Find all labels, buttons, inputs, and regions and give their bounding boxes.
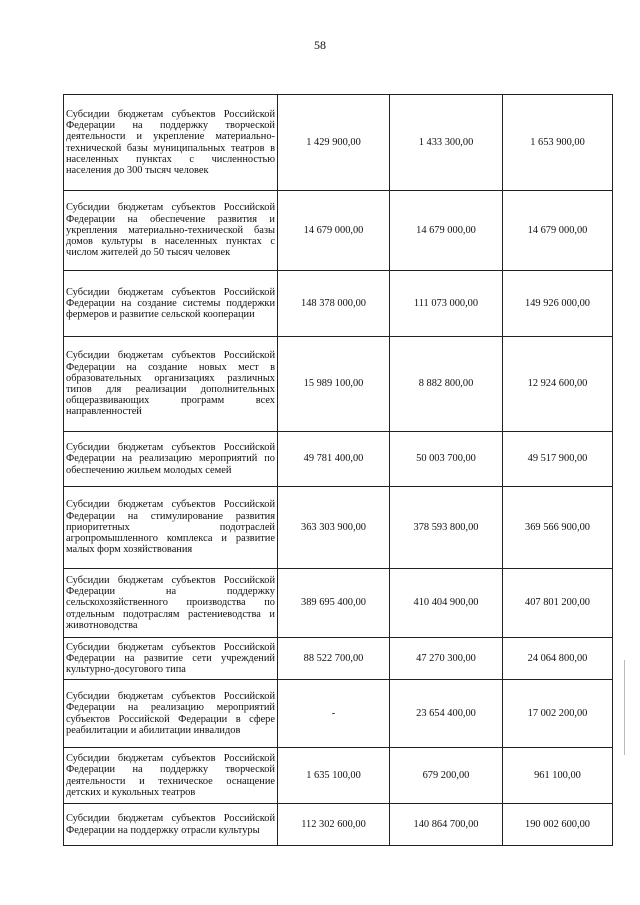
row-value-1: 363 303 900,00: [278, 487, 390, 569]
row-value-1: 15 989 100,00: [278, 337, 390, 432]
table-row: [64, 748, 613, 804]
subsidies-table: [63, 94, 613, 846]
row-value-1: 1 429 900,00: [278, 95, 390, 191]
row-value-3: 14 679 000,00: [503, 191, 613, 271]
row-value-2: 23 654 400,00: [390, 680, 503, 748]
row-description: Субсидии бюджетам субъектов Российской Федерации на реализацию мероприятий субъектов Российской Федерации в сфере реабилитации и абилитации инвалидов: [64, 680, 278, 748]
row-value-3: 369 566 900,00: [503, 487, 613, 569]
row-value-3: 1 653 900,00: [503, 95, 613, 191]
row-description: Субсидии бюджетам субъектов Российской Федерации на поддержку творческой деятельности и укрепление материально-технической базы муниципальных театров в населенных пунктах с численностью населения до 300 тысяч человек: [64, 95, 278, 191]
row-value-1: 88 522 700,00: [278, 638, 390, 680]
row-value-1: 112 302 600,00: [278, 804, 390, 846]
row-description: Субсидии бюджетам субъектов Российской Федерации на развитие сети учреждений культурно-досугового типа: [64, 638, 278, 680]
scan-edge-mark: [624, 660, 625, 755]
table-row: [64, 680, 613, 748]
row-value-2: 679 200,00: [390, 748, 503, 804]
table-row: [64, 487, 613, 569]
row-value-2: 14 679 000,00: [390, 191, 503, 271]
row-value-2: 378 593 800,00: [390, 487, 503, 569]
table-row: [64, 271, 613, 337]
row-description: Субсидии бюджетам субъектов Российской Федерации на поддержку сельскохозяйственного производства по отдельным подотраслям растениеводства и животноводства: [64, 569, 278, 638]
row-value-1: 148 378 000,00: [278, 271, 390, 337]
table-row: [64, 638, 613, 680]
table-row: [64, 337, 613, 432]
row-value-1: 1 635 100,00: [278, 748, 390, 804]
row-description: Субсидии бюджетам субъектов Российской Федерации на поддержку отрасли культуры: [64, 804, 278, 846]
row-description: Субсидии бюджетам субъектов Российской Федерации на реализацию мероприятий по обеспечению жильем молодых семей: [64, 432, 278, 487]
row-value-2: 8 882 800,00: [390, 337, 503, 432]
row-value-2: 1 433 300,00: [390, 95, 503, 191]
table-row: [64, 804, 613, 846]
table-row: [64, 569, 613, 638]
row-value-1: 14 679 000,00: [278, 191, 390, 271]
row-value-2: 47 270 300,00: [390, 638, 503, 680]
row-value-3: 49 517 900,00: [503, 432, 613, 487]
row-description: Субсидии бюджетам субъектов Российской Федерации на создание новых мест в образовательных организациях различных типов для реализации дополнительных общеразвивающих программ всех направленностей: [64, 337, 278, 432]
row-value-3: 24 064 800,00: [503, 638, 613, 680]
row-description: Субсидии бюджетам субъектов Российской Федерации на обеспечение развития и укрепления материально-технической базы домов культуры в населенных пунктах с числом жителей до 50 тысяч человек: [64, 191, 278, 271]
page-number: 58: [314, 38, 326, 52]
table-row: [64, 95, 613, 191]
row-value-2: 50 003 700,00: [390, 432, 503, 487]
row-value-3: 17 002 200,00: [503, 680, 613, 748]
row-value-2: 410 404 900,00: [390, 569, 503, 638]
row-description: Субсидии бюджетам субъектов Российской Федерации на поддержку творческой деятельности и техническое оснащение детских и кукольных театров: [64, 748, 278, 804]
row-value-1: 389 695 400,00: [278, 569, 390, 638]
table-row: [64, 432, 613, 487]
row-value-3: 149 926 000,00: [503, 271, 613, 337]
table-row: [64, 191, 613, 271]
row-value-2: 140 864 700,00: [390, 804, 503, 846]
row-value-3: 190 002 600,00: [503, 804, 613, 846]
row-value-3: 407 801 200,00: [503, 569, 613, 638]
row-description: Субсидии бюджетам субъектов Российской Федерации на создание системы поддержки фермеров и развитие сельской кооперации: [64, 271, 278, 337]
row-value-2: 111 073 000,00: [390, 271, 503, 337]
row-description: Субсидии бюджетам субъектов Российской Федерации на стимулирование развития приоритетных подотраслей агропромышленного комплекса и развитие малых форм хозяйствования: [64, 487, 278, 569]
row-value-3: 961 100,00: [503, 748, 613, 804]
row-value-1: -: [278, 680, 390, 748]
row-value-1: 49 781 400,00: [278, 432, 390, 487]
row-value-3: 12 924 600,00: [503, 337, 613, 432]
